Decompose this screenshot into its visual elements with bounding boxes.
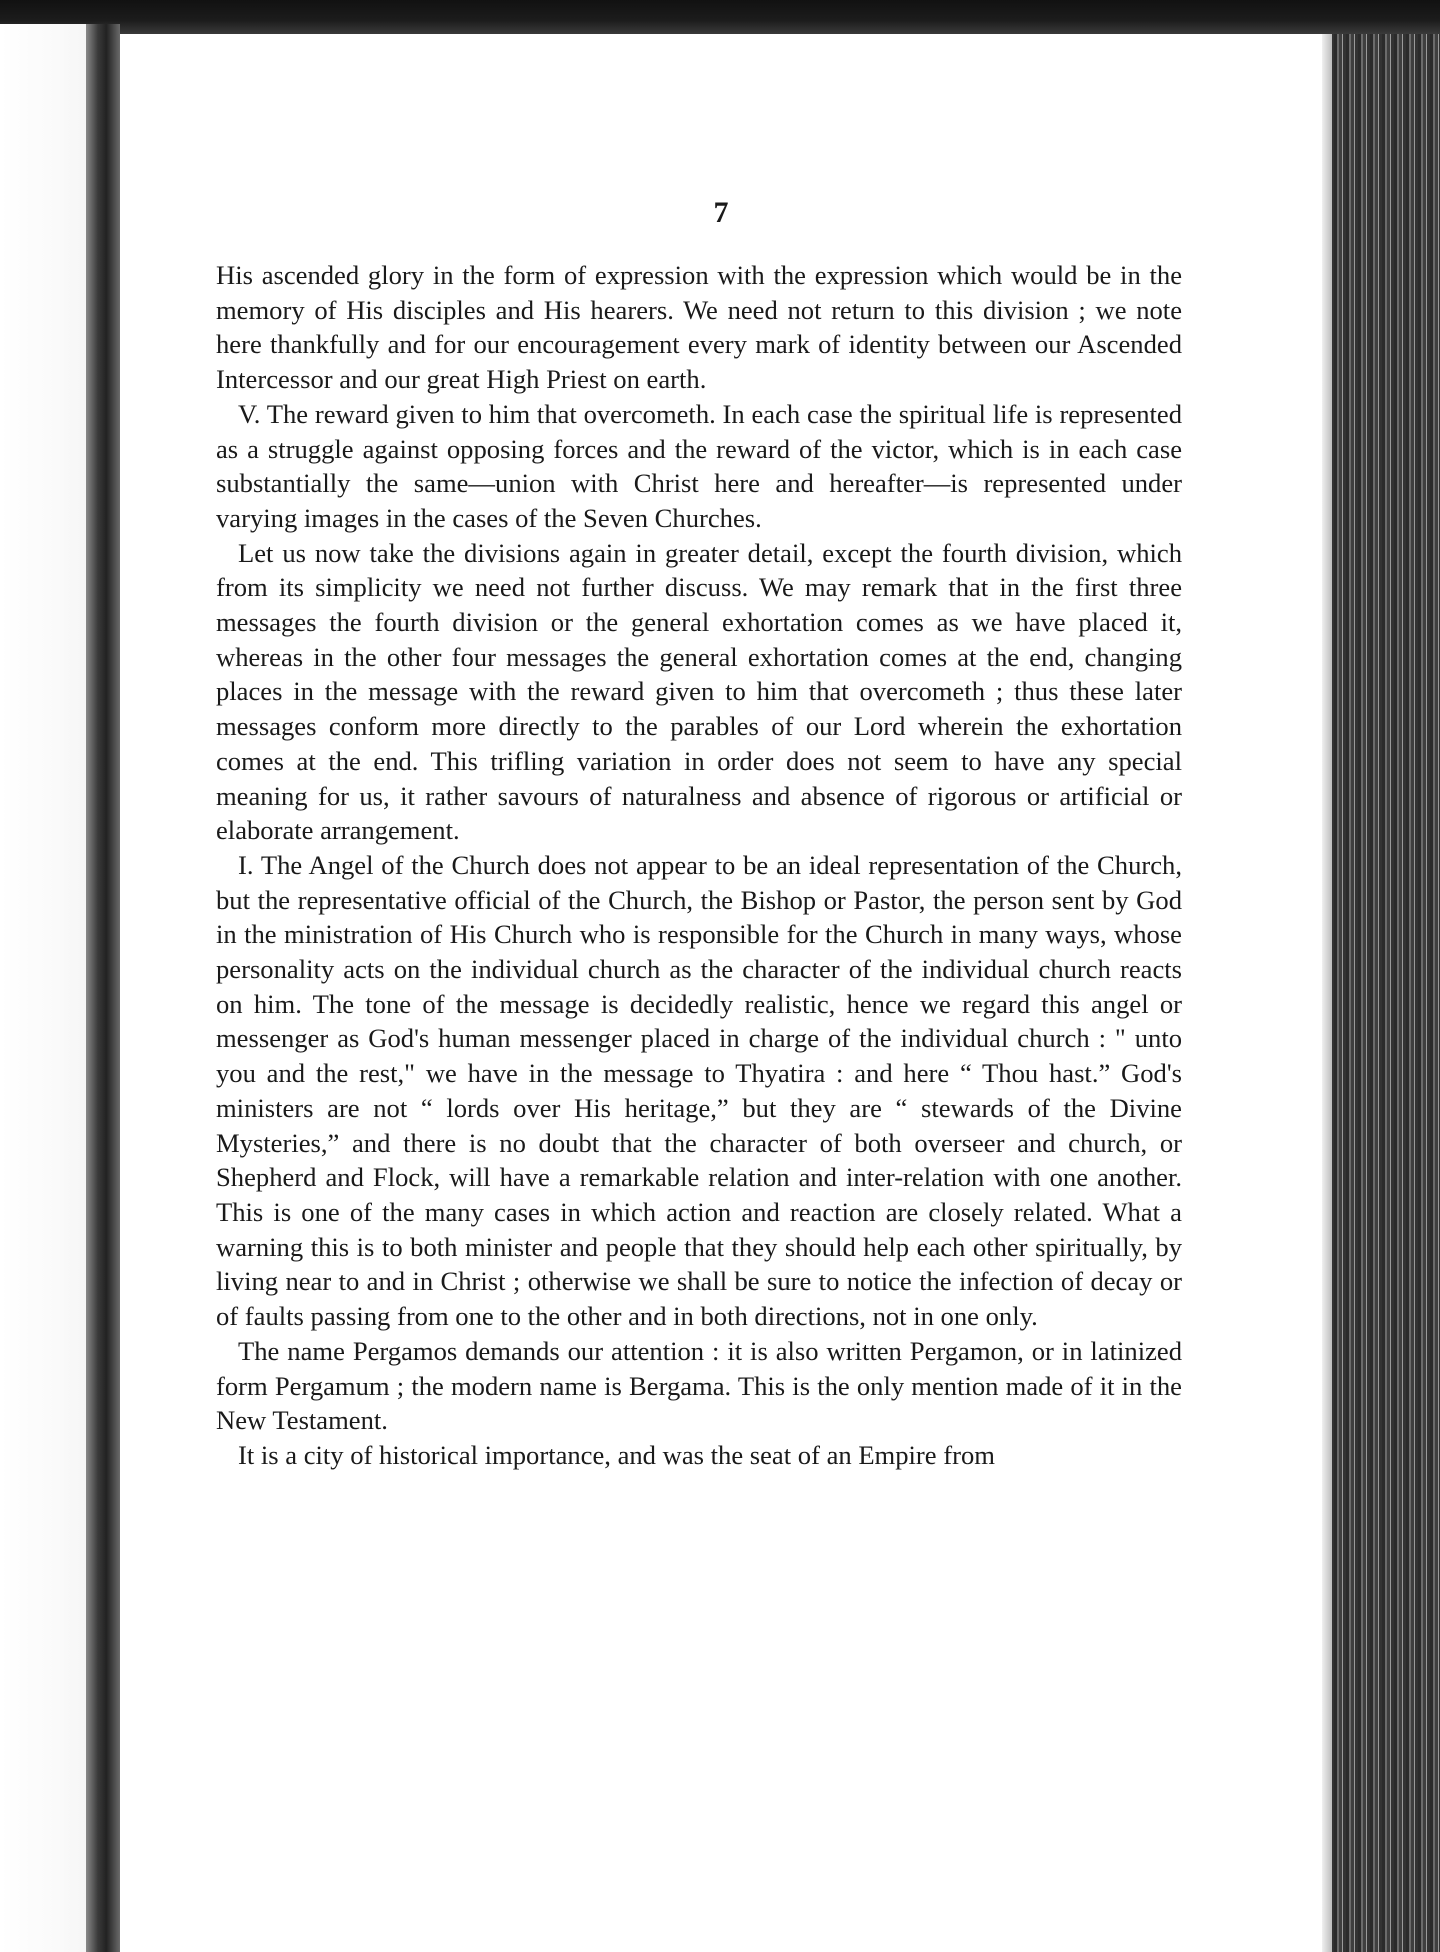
book-gutter-shadow — [86, 24, 120, 1952]
paragraph-4: I. The Angel of the Church does not appear to be an ideal representation of the Church, but the representative official of the Church, the Bishop or Pastor, the person sent by God in the ministration of His Church who is responsible for the Church in many ways, whose personality acts on the individual church as the character of the individual church reacts on him. The tone of the message is decidedly realistic, hence we regard this angel or messenger as God's human messenger placed in charge of the individual church : " unto you and the rest," we have in the message to Thyatira : and here “ Thou hast.” God's ministers are not “ lords over His heritage,” but they are “ stewards of the Divine Mysteries,” and there is no doubt that the character of both overseer and church, or Shepherd and Flock, will have a remarkable relation and inter-relation with one another. This is one of the many cases in which action and reaction are closely related. What a warning this is to both minister and people that they should help each other spiritually, by living near to and in Christ ; otherwise we shall be sure to notice the infection of decay or of faults passing from one to the other and in both directions, not in one only. — [216, 849, 1182, 1332]
page-edges-stack — [1322, 34, 1440, 1952]
page-number: 7 — [713, 196, 729, 229]
paragraph-5: The name Pergamos demands our attention : it is also written Pergamon, or in latinized form Pergamum ; the modern name is Bergama. This is the only mention made of it in the New Testament. — [216, 1335, 1182, 1436]
paragraph-1: His ascended glory in the form of expression with the expression which would be in the memory of His disciples and His hearers. We need not return to this division ; we note here thankfully and for our encouragement every mark of identity between our Ascended Intercessor and our great High Priest on earth. — [216, 260, 1182, 395]
paragraph-6: It is a city of historical importance, and was the seat of an Empire from — [238, 1439, 995, 1470]
scan-top-edge — [0, 0, 1440, 34]
paragraph-3: Let us now take the divisions again in greater detail, except the fourth division, which from its simplicity we need not further discuss. We may remark that in the first three messages the fourth division or the general exhortation comes as we have placed it, whereas in the other four messages the general exhortation comes at the end, changing places in the message with the reward given to him that overcometh ; thus these later messages conform more directly to the parables of our Lord wherein the exhortation comes at the end. This trifling variation in order does not seem to have any special meaning for us, it rather savours of naturalness and absence of rigorous or artificial or elaborate arrangement. — [216, 537, 1182, 846]
page-text-body — [216, 258, 1182, 1473]
paragraph-2: V. The reward given to him that overcometh. In each case the spiritual life is represented as a struggle against opposing forces and the reward of the victor, which is in each case substantially the same—union with Christ here and hereafter—is represented under varying images in the cases of the Seven Churches. — [216, 398, 1182, 533]
